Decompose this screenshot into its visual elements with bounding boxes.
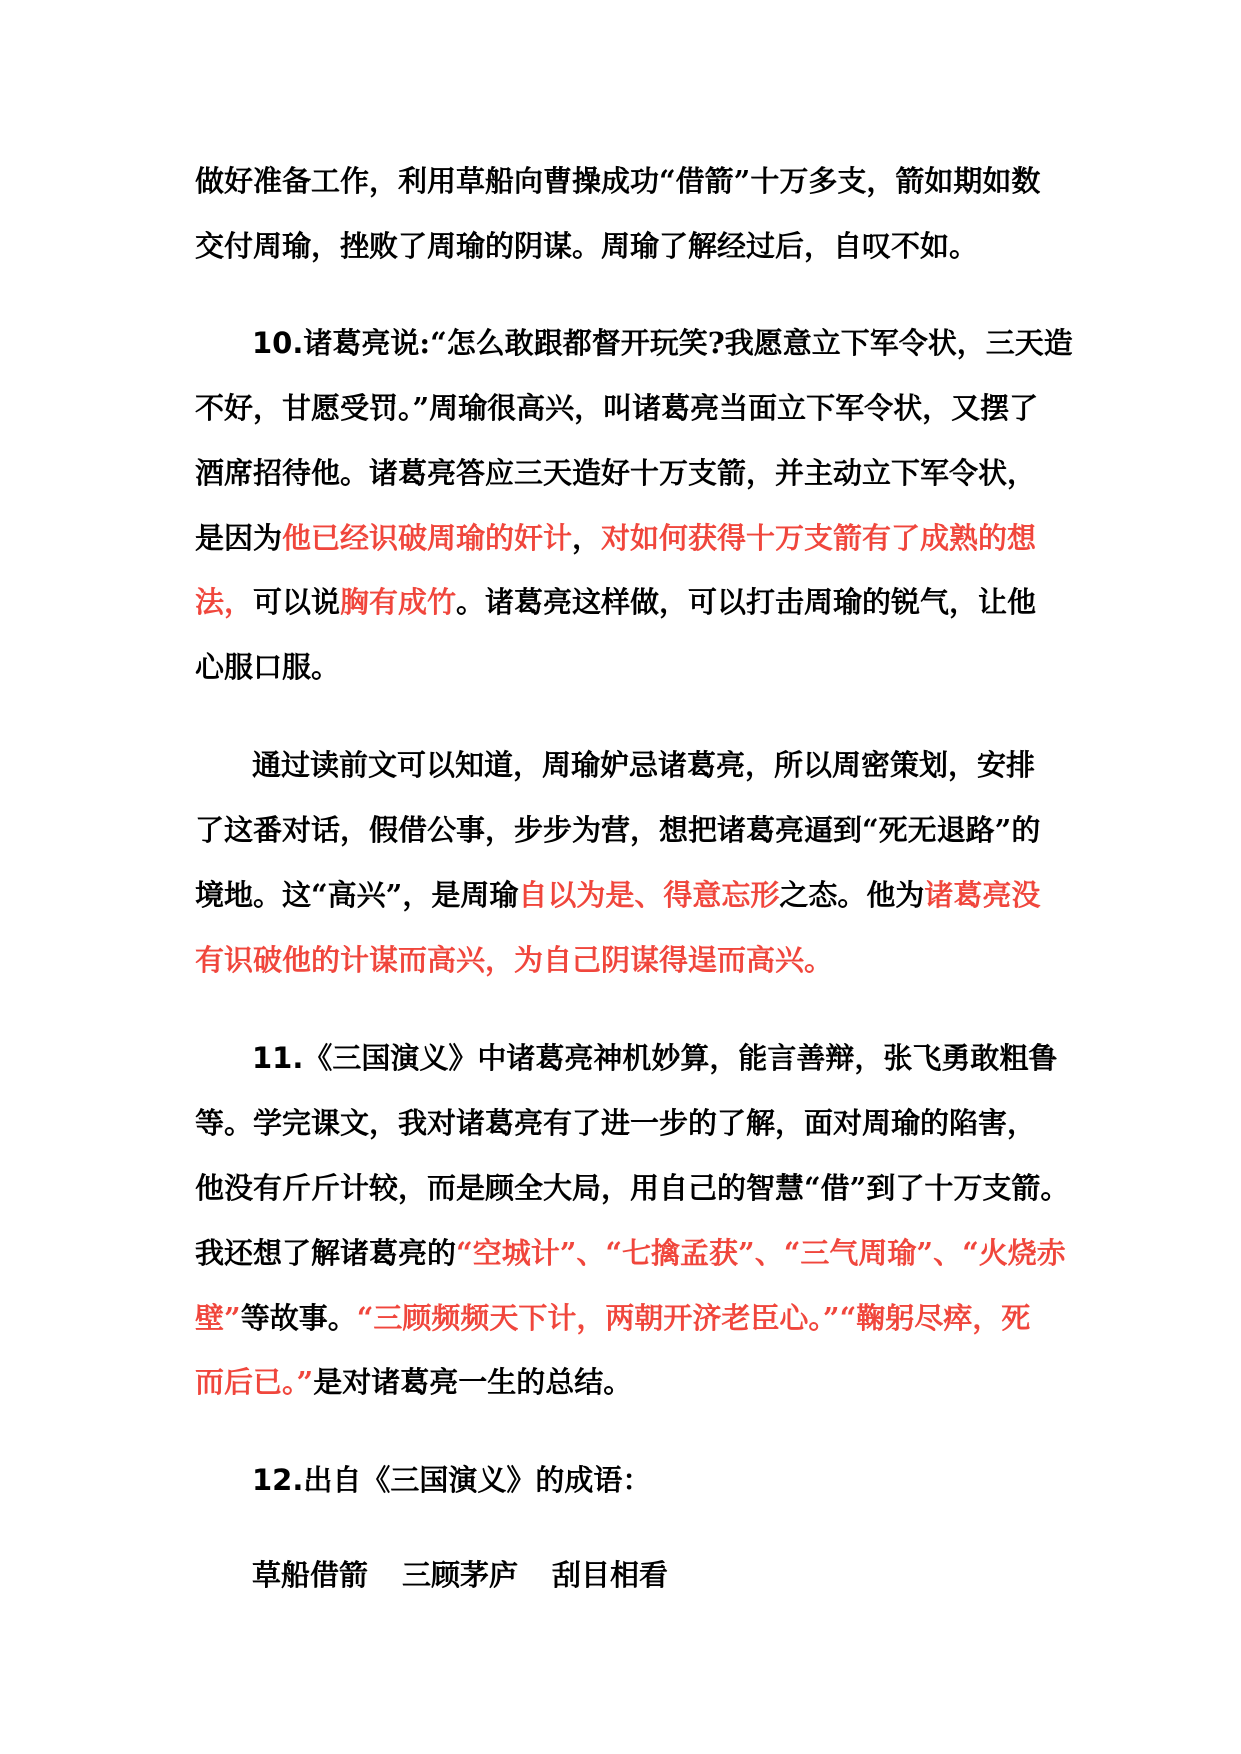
q11-line-2: 等。学完课文，我对诸葛亮有了进一步的了解，面对周瑜的陷害， [195,1106,1037,1140]
intro-line-1: 做好准备工作，利用草船向曹操成功“借箭”十万多支，箭如期如数 [195,164,1041,198]
q10-l5-highlight-1: 法， [195,585,254,619]
q10-line-2: 不好，甘愿受罚。”周瑜很高兴，叫诸葛亮当面立下军令状，又摆了 [195,391,1039,425]
q10-line-1 [252,323,1073,363]
q10-l4-highlight-1: 他已经识破周瑜的奸计 [282,521,573,555]
q10-l4-a: 是因为 [195,521,283,555]
q11-l4-highlight: “空城计”、“七擒孟获”、“三气周瑜”、“火烧赤 [456,1236,1066,1270]
q12-idioms [252,1555,668,1595]
q11-line-5 [195,1298,1030,1338]
q11-number: 11. [252,1041,304,1075]
para-l3-a: 境地。这“高兴”，是周瑜 [195,878,519,912]
q12-number: 12. [252,1463,304,1497]
para-l3-highlight-2: 诸葛亮没 [924,878,1041,912]
para-line-1: 通过读前文可以知道，周瑜妒忌诸葛亮，所以周密策划，安排 [252,748,1036,782]
q10-text-1: 诸葛亮说:“怎么敢跟都督开玩笑?我愿意立下军令状，三天造 [303,326,1073,360]
q11-l5-highlight-1: 壁” [195,1301,241,1335]
para-l3-c: 之态。他为 [779,878,925,912]
q11-l5-highlight-2: “三顾频频天下计，两朝开济老臣心。”“鞠躬尽瘁，死 [356,1301,1031,1335]
q10-l4-c: ， [572,521,602,555]
q10-l5-d: 。诸葛亮这样做，可以打击周瑜的锐气，让他 [456,585,1037,619]
intro-line-2: 交付周瑜，挫败了周瑜的阴谋。周瑜了解经过后，自叹不如。 [195,229,979,263]
q10-l4-highlight-2: 对如何获得十万支箭有了成熟的想 [601,521,1037,555]
q11-line-6 [195,1362,632,1402]
q11-text-1: 《三国演义》中诸葛亮神机妙算，能言善辩，张飞勇敢粗鲁 [303,1041,1058,1075]
para-line-3 [195,875,1040,915]
q10-line-4 [195,518,1036,558]
q10-number: 10. [252,326,304,360]
para-line-4: 有识破他的计谋而高兴，为自己阴谋得逞而高兴。 [195,943,834,977]
para-l3-highlight-1: 自以为是、得意忘形 [518,878,780,912]
q11-line-4 [195,1233,1066,1273]
q10-line-5 [195,582,1036,622]
para-line-2: 了这番对话，假借公事，步步为营，想把诸葛亮逼到“死无退路”的 [195,813,1041,847]
idiom-1: 草船借箭 [252,1558,369,1592]
q10-line-3: 酒席招待他。诸葛亮答应三天造好十万支箭，并主动立下军令状， [195,456,1037,490]
q11-line-1 [252,1038,1057,1078]
q10-l5-highlight-2: 胸有成竹 [340,585,457,619]
q11-l4-a: 我还想了解诸葛亮的 [195,1236,457,1270]
idiom-3: 刮目相看 [552,1558,669,1592]
q10-line-6: 心服口服。 [195,650,341,684]
q11-l6-highlight: 而后已。” [195,1365,314,1399]
q10-l5-b: 可以说 [253,585,341,619]
q11-line-3: 他没有斤斤计较，而是顾全大局，用自己的智慧“借”到了十万支箭。 [195,1171,1070,1205]
q12-text: 出自《三国演义》的成语： [303,1463,652,1497]
q11-l6-b: 是对诸葛亮一生的总结。 [313,1365,633,1399]
q11-l5-b: 等故事。 [240,1301,357,1335]
q12-line-1 [252,1460,651,1500]
idiom-2: 三顾茅庐 [402,1558,519,1592]
